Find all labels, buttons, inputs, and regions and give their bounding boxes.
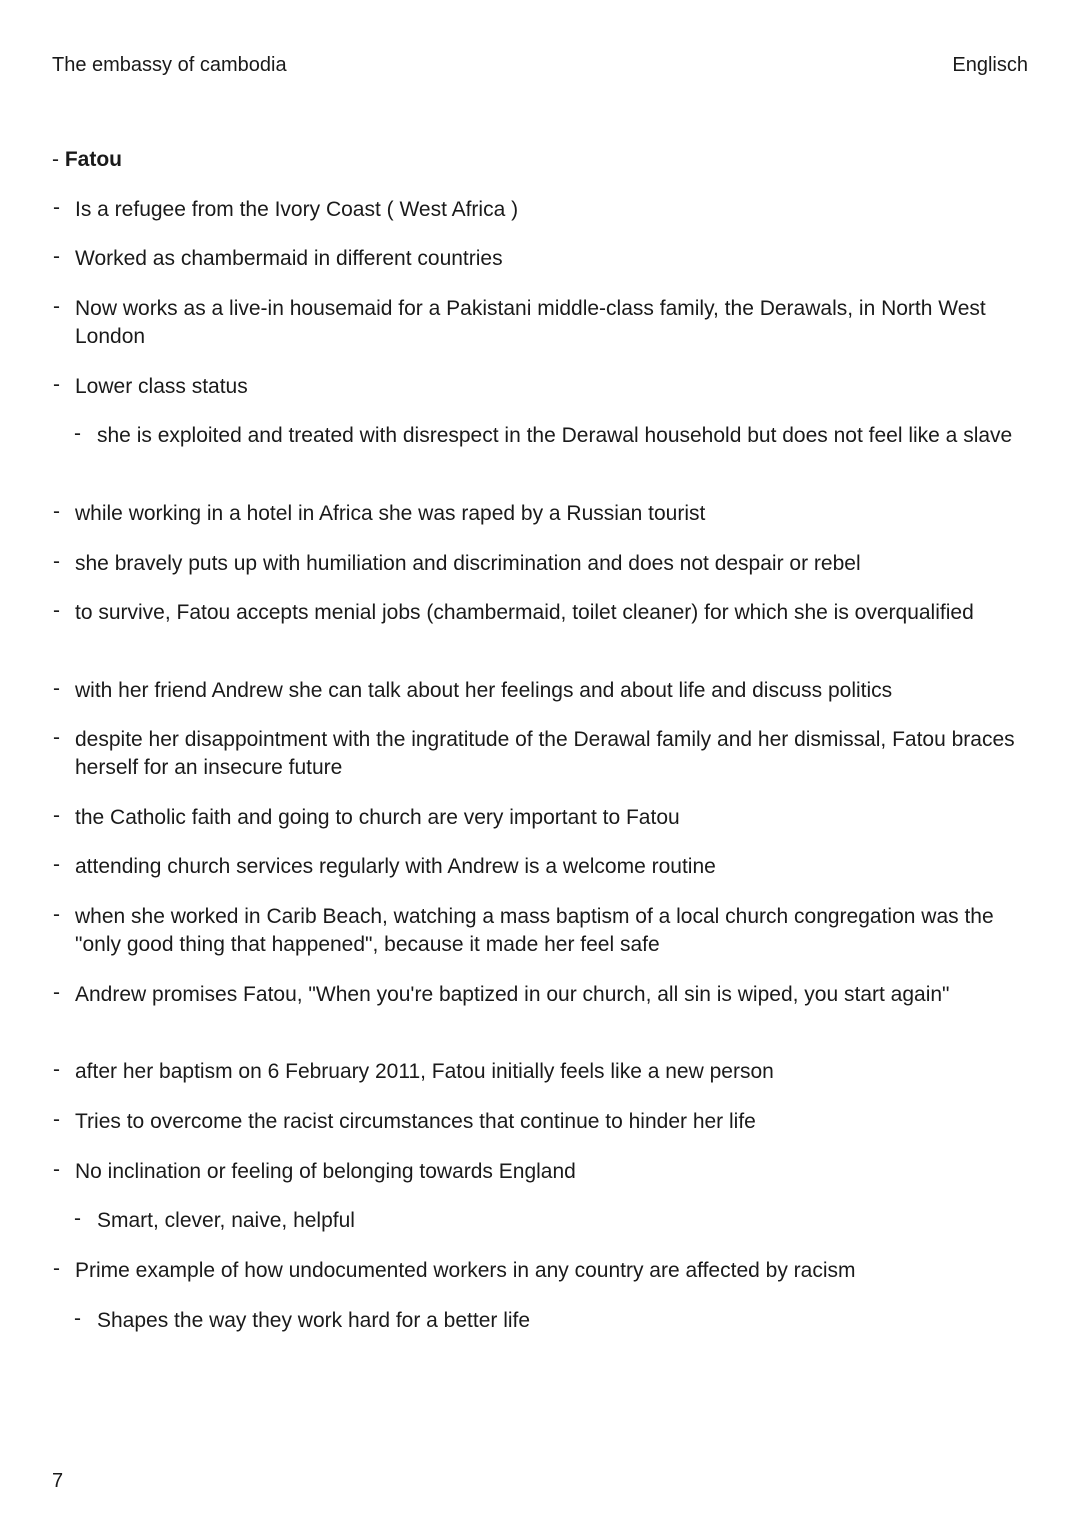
bullet-dash: - [53, 804, 60, 827]
bullet-dash: - [53, 550, 60, 573]
list-item-text: after her baptism on 6 February 2011, Fatou initially feels like a new person [75, 1060, 774, 1083]
bullet-dash: - [53, 500, 60, 523]
list-item-text: Is a refugee from the Ivory Coast ( West Africa ) [75, 198, 519, 221]
subject-label: Englisch [952, 54, 1028, 76]
bullet-dash: - [53, 1108, 60, 1131]
list-item-text: Lower class status [75, 375, 248, 398]
list-item-text: while working in a hotel in Africa she was raped by a Russian tourist [75, 502, 706, 525]
list-item [53, 1257, 1025, 1285]
bullet-dash: - [53, 853, 60, 876]
bullet-dash: - [53, 295, 60, 318]
list-item [53, 853, 1025, 881]
list-item [53, 1058, 1025, 1086]
list-item-text: No inclination or feeling of belonging towards England [75, 1160, 576, 1183]
bullet-dash: - [53, 245, 60, 268]
bullet-dash: - [74, 1307, 81, 1330]
sub-list-item [74, 1307, 1017, 1335]
list-item [53, 677, 1025, 705]
document-title: The embassy of cambodia [52, 54, 287, 76]
list-item-text: despite her disappointment with the ingratitude of the Derawal family and her dismissal, Fatou braces herself for an insecure future [75, 728, 1015, 779]
list-item-text: Worked as chambermaid in different countries [75, 247, 503, 270]
bullet-dash: - [74, 1207, 81, 1230]
list-item [53, 245, 1025, 273]
list-item-text: Prime example of how undocumented workers in any country are affected by racism [75, 1259, 856, 1282]
list-item-text: Now works as a live-in housemaid for a Pakistani middle-class family, the Derawals, in North West London [75, 297, 986, 348]
list-item [53, 599, 1025, 627]
bullet-dash: - [53, 981, 60, 1004]
list-item-text: with her friend Andrew she can talk about her feelings and about life and discuss politics [75, 679, 893, 702]
bullet-dash: - [74, 422, 81, 445]
list-item [53, 1158, 1025, 1186]
list-item [53, 373, 1025, 401]
bullet-dash: - [53, 373, 60, 396]
list-item-text: to survive, Fatou accepts menial jobs (chambermaid, toilet cleaner) for which she is overqualified [75, 601, 974, 624]
section-heading [52, 147, 122, 173]
list-item [53, 981, 1025, 1009]
list-item-text: when she worked in Carib Beach, watching a mass baptism of a local church congregation was the "only good thing that happened", because it made her feel safe [75, 905, 994, 956]
bullet-dash: - [53, 1257, 60, 1280]
list-item [53, 500, 1025, 528]
list-item-text: Andrew promises Fatou, "When you're baptized in our church, all sin is wiped, you start again" [75, 983, 950, 1006]
list-item-text: the Catholic faith and going to church are very important to Fatou [75, 806, 680, 829]
list-item [53, 903, 1025, 959]
sub-list-item [74, 1207, 1017, 1235]
bullet-dash: - [53, 1058, 60, 1081]
list-item-text: Tries to overcome the racist circumstances that continue to hinder her life [75, 1110, 756, 1133]
list-item-text: Shapes the way they work hard for a better life [97, 1309, 531, 1332]
bullet-dash: - [53, 599, 60, 622]
list-item [53, 196, 1025, 224]
bullet-dash: - [53, 726, 60, 749]
bullet-dash: - [53, 677, 60, 700]
list-item-text: Smart, clever, naive, helpful [97, 1209, 355, 1232]
section-prefix: - [52, 148, 65, 171]
page-number: 7 [52, 1470, 64, 1492]
character-name: Fatou [64, 148, 122, 171]
list-item [53, 550, 1025, 578]
sub-list-item [74, 422, 1017, 450]
bullet-dash: - [53, 903, 60, 926]
list-item [53, 726, 1025, 782]
list-item-text: attending church services regularly with Andrew is a welcome routine [75, 855, 716, 878]
list-item [53, 804, 1025, 832]
list-item-text: she is exploited and treated with disrespect in the Derawal household but does not feel like a slave [97, 424, 1013, 447]
bullet-dash: - [53, 196, 60, 219]
list-item [53, 295, 1025, 351]
list-item [53, 1108, 1025, 1136]
list-item-text: she bravely puts up with humiliation and discrimination and does not despair or rebel [75, 552, 861, 575]
bullet-dash: - [53, 1158, 60, 1181]
